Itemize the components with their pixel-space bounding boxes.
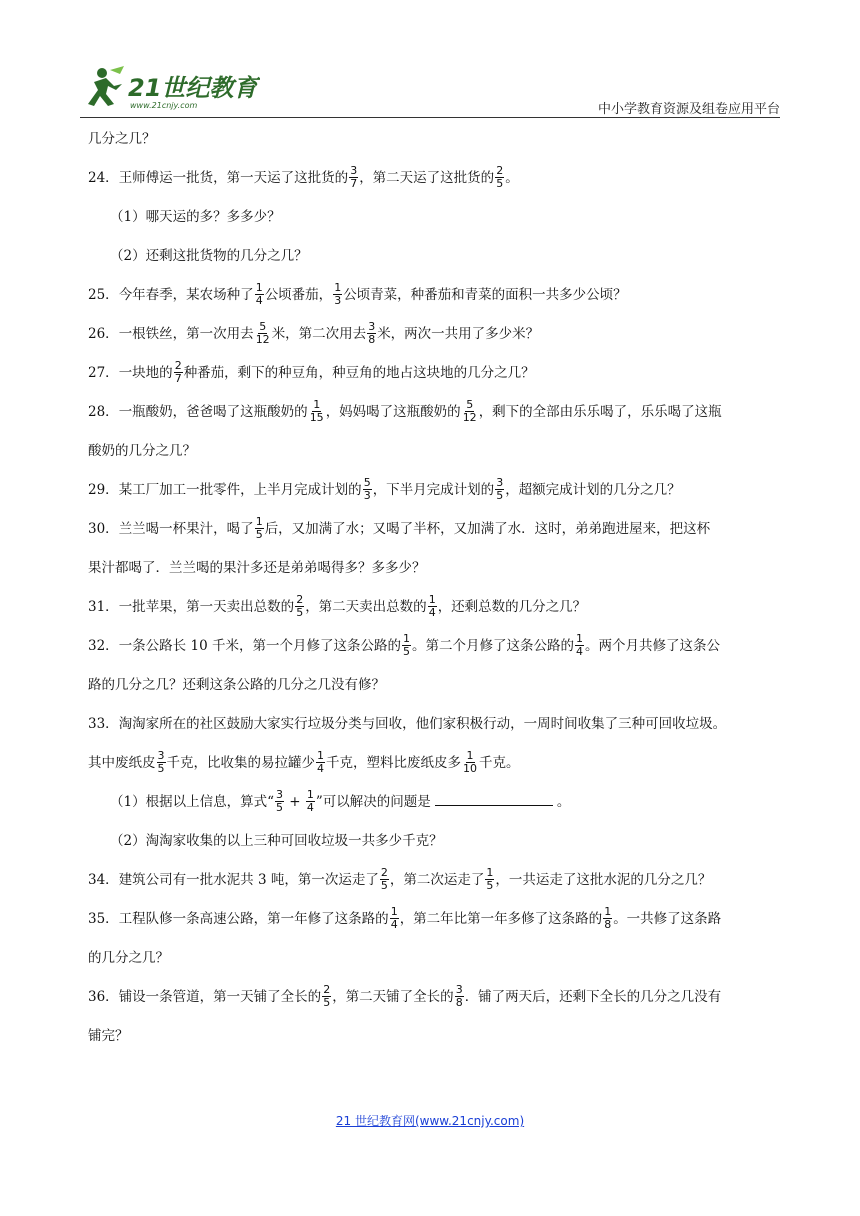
fraction: $\frac{3}{8}$: [368, 320, 376, 346]
question-28: 28．一瓶酸奶，爸爸喝了这瓶酸奶的 $\frac{1}{15}$ ，妈妈喝了这瓶酸奶的 $\frac{5}{12}$ ，剩下的全部由乐乐喝了，乐乐喝了这瓶: [88, 398, 722, 424]
fraction: $\frac{1}{5}$: [486, 866, 494, 892]
fraction: $\frac{1}{15}$: [309, 398, 324, 424]
fraction: $\frac{3}{5}$: [157, 749, 165, 775]
fraction: $\frac{1}{4}$: [575, 632, 583, 658]
fraction: $\frac{1}{5}$: [402, 632, 410, 658]
fraction: $\frac{1}{3}$: [334, 281, 342, 307]
question-24-part-1: （1）哪天运的多？多多少？: [110, 209, 281, 225]
platform-name: 中小学教育资源及组卷应用平台: [597, 102, 780, 117]
fraction: $\frac{5}{12}$: [255, 320, 270, 346]
question-25: 25．今年春季，某农场种了 $\frac{1}{4}$ 公顷番茄， $\frac{1}{3}$ 公顷青菜，种番茄和青菜的面积一共多少公顷？: [88, 281, 627, 307]
footer-link[interactable]: 21 世纪教育网(www.21cnjy.com): [335, 1114, 525, 1128]
question-list: [88, 120, 778, 1056]
question-30: 30．兰兰喝一杯果汁，喝了 $\frac{1}{5}$ 后，又加满了水；又喝了半杯，又加满了水．这时，弟弟跑进屋来，把这杯: [88, 515, 711, 541]
question-26: 26．一根铁丝，第一次用去 $\frac{5}{12}$ 米，第二次用去 $\frac{3}{8}$ 米，两次一共用了多少米？: [88, 320, 540, 346]
fraction: $\frac{1}{8}$: [604, 905, 612, 931]
logo-subtext: www.21cnjy.com: [130, 101, 198, 110]
question-34: 34．建筑公司有一批水泥共 3 吨，第一次运走了 $\frac{2}{5}$ ，第二次运走了 $\frac{1}{5}$ ，一共运走了这批水泥的几分之几？: [88, 866, 712, 892]
fraction: $\frac{3}{5}$: [496, 476, 504, 502]
question-35: 35．工程队修一条高速公路，第一年修了这条路的 $\frac{1}{4}$ ，第二年比第一年多修了这条路的 $\frac{1}{8}$ 。一共修了这条路: [88, 905, 722, 931]
fraction: $\frac{2}{5}$: [380, 866, 388, 892]
answer-blank[interactable]: [435, 791, 553, 806]
fraction: $\frac{5}{12}$: [462, 398, 477, 424]
question-24: 24．王师傅运一批货，第一天运了这批货的 $\frac{3}{7}$ ，第二天运了这批货的 $\frac{2}{5}$ 。: [88, 164, 519, 190]
question-33-cont: 其中废纸皮 $\frac{3}{5}$ 千克，比收集的易拉罐少 $\frac{1}{4}$ 千克，塑料比废纸皮多 $\frac{1}{10}$ 千克。: [88, 749, 520, 775]
question-31: 31．一批苹果，第一天卖出总数的 $\frac{2}{5}$ ，第二天卖出总数的 $\frac{1}{4}$ ，还剩总数的几分之几？: [88, 593, 587, 619]
question-29: 29．某工厂加工一批零件，上半月完成计划的 $\frac{5}{3}$ ，下半月完成计划的 $\frac{3}{5}$ ，超额完成计划的几分之几？: [88, 476, 681, 502]
fraction: $\frac{1}{4}$: [306, 788, 314, 814]
fraction: $\frac{2}{5}$: [496, 164, 504, 190]
fraction: $\frac{1}{4}$: [255, 281, 263, 307]
question-33-part-2: （2）淘淘家收集的以上三种可回收垃圾一共多少千克？: [110, 833, 443, 849]
question-35-cont: 的几分之几？: [88, 950, 169, 966]
fraction: $\frac{1}{5}$: [255, 515, 263, 541]
question-32: 32．一条公路长 10 千米，第一个月修了这条公路的 $\frac{1}{5}$ 。第二个月修了这条公路的 $\frac{1}{4}$ 。两个月共修了这条公: [88, 632, 720, 658]
page-header: [80, 64, 780, 116]
fraction: $\frac{3}{7}$: [350, 164, 358, 190]
question-36-cont: 铺完？: [88, 1028, 129, 1044]
logo: [80, 64, 260, 112]
runner-icon: [88, 66, 124, 106]
page-footer: [0, 1112, 860, 1129]
question-32-cont: 路的几分之几？还剩这条公路的几分之几没有修？: [88, 677, 385, 693]
fraction: $\frac{1}{4}$: [390, 905, 398, 931]
fraction: $\frac{1}{4}$: [317, 749, 324, 775]
question-27: 27．一块地的 $\frac{2}{7}$ 种番茄，剩下的种豆角，种豆角的地占这块地的几分之几？: [88, 359, 535, 385]
question-28-cont: 酸奶的几分之几？: [88, 443, 196, 459]
fraction: $\frac{3}{5}$: [276, 788, 283, 814]
logo-text: 21世纪教育: [128, 74, 258, 102]
fraction: $\frac{5}{3}$: [363, 476, 371, 502]
line-continuation: 几分之几？: [88, 131, 156, 147]
fraction: $\frac{1}{4}$: [428, 593, 436, 619]
fraction: $\frac{2}{7}$: [174, 359, 182, 385]
question-24-part-2: （2）还剩这批货物的几分之几？: [110, 248, 308, 264]
fraction: $\frac{2}{5}$: [296, 593, 304, 619]
fraction: $\frac{3}{8}$: [455, 983, 463, 1009]
question-33: 33．淘淘家所在的社区鼓励大家实行垃圾分类与回收，他们家积极行动，一周时间收集了三种可回收垃圾。: [88, 716, 727, 732]
question-30-cont: 果汁都喝了．兰兰喝的果汁多还是弟弟喝得多？多多少？: [88, 560, 426, 576]
fraction: $\frac{2}{5}$: [323, 983, 331, 1009]
question-36: 36．铺设一条管道，第一天铺了全长的 $\frac{2}{5}$ ，第二天铺了全长的 $\frac{3}{8}$ ．铺了两天后，还剩下全长的几分之几没有: [88, 983, 722, 1009]
header-divider: [80, 117, 780, 118]
question-33-part-1: （1）根据以上信息，算式“ $\frac{3}{5}$ + $\frac{1}{4}$ ”可以解决的问题是 。: [110, 788, 571, 814]
fraction: $\frac{1}{10}$: [463, 749, 477, 775]
